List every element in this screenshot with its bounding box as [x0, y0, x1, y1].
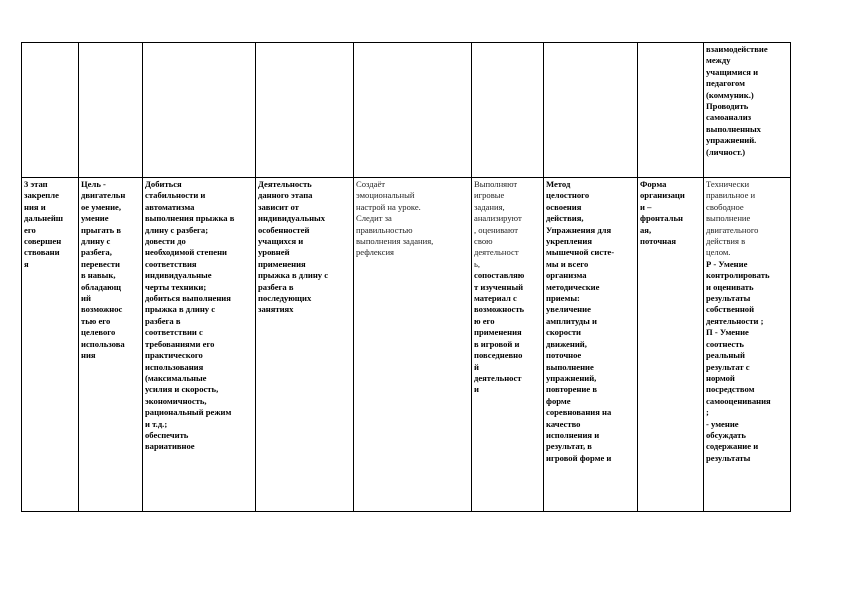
table-cell [472, 178, 544, 512]
communication-results-text: взаимодействие между учащимися и педагогом (коммуник.) Проводить самоанализ выполненных упражнений. (личност.) [706, 44, 768, 157]
students-activity: Выполняют игровые задания, анализируют , оценивают свою деятельност ь, [474, 179, 522, 269]
table-cell [544, 43, 638, 178]
stage-name: 3 этап закрепле ния и дальнейш его совершен ствовани я [24, 179, 64, 269]
table-cell [143, 43, 256, 178]
table-cell [704, 178, 791, 512]
table-row [22, 178, 791, 512]
table-cell [22, 43, 79, 178]
table-cell [143, 178, 256, 512]
organization-forms: Форма организаци и – фронтальн ая, поточная [640, 179, 685, 247]
expected-results: Технически правильное и свободное выполнение двигательного действия в целом. [706, 179, 759, 258]
stage-goal: Цель - двигательн ое умение, умение прыгать в длину с разбега, перевести в навык, обладающ ий возможнос тью его целевого использова ния [81, 179, 126, 361]
table-cell [638, 178, 704, 512]
table-cell [79, 43, 143, 178]
table-cell [22, 178, 79, 512]
table-cell [704, 43, 791, 178]
teacher-activity: Создаёт эмоциональный настрой на уроке. Следит за правильностью выполнения задания, рефлексия [356, 179, 434, 258]
table-cell [256, 178, 354, 512]
stage-activity: Деятельность данного этапа зависит от индивидуальных особенностей учащихся и уровней применения прыжка в длину с разбега в последующих занятиях [258, 179, 329, 315]
expected-results-bold: Р - Умение контролировать и оценивать результаты собственной деятельности ; П - Умение соотнесть реальный результат с нормой посредством самооценивания ; - умение обсуждать содержание и результаты [706, 258, 771, 463]
table-row [22, 43, 791, 178]
table-cell [354, 43, 472, 178]
students-activity-bold: сопоставляю т изученный материал с возможность ю его применения в игровой и повседневно й деятельност и [474, 270, 525, 395]
table-cell [256, 43, 354, 178]
table-cell [472, 43, 544, 178]
table-cell [544, 178, 638, 512]
lesson-plan-table [21, 42, 791, 512]
table-cell [354, 178, 472, 512]
table-cell [79, 178, 143, 512]
teaching-methods: Метод целостного освоения действия, Упражнения для укрепления мышечной систе- мы и всего организма методические приемы: увеличение амплитуды и скорости движений, поточное выполнение упражнений, повторение в форме соревнования на качество исполнения и результат, в игровой форме и [546, 179, 615, 463]
table-cell [638, 43, 704, 178]
stage-tasks: Добиться стабильности и автоматизма выполнения прыжка в длину с разбега; довести до необходимой степени соответствия индивидуальные черты техники; добиться выполнения прыжка в длину с разбега в соответствии с требованиями его практического использования (максимальные усилия и скорость, экономичность, рациональный режим и т.д.; обеспечить вариативное [145, 179, 235, 452]
